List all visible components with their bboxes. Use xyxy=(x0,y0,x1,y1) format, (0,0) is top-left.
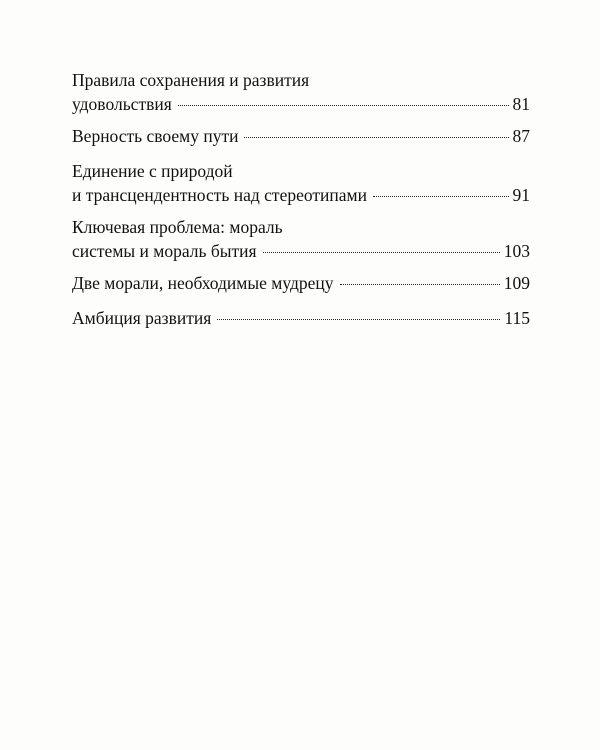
toc-entry xyxy=(72,159,530,207)
toc-entry-row xyxy=(72,92,530,116)
toc-entry-title-line: Верность своему пути xyxy=(72,126,239,146)
toc-entry-title-line: Единение с природой xyxy=(72,161,233,181)
toc-entry-row xyxy=(72,306,530,330)
toc-entry-row xyxy=(72,239,530,263)
toc-entry-row xyxy=(72,124,530,148)
toc-entry xyxy=(72,68,530,116)
toc-entry-title-line: Амбиция развития xyxy=(72,308,212,328)
toc-entry-title-line: удовольствия xyxy=(72,94,172,114)
page-number: 109 xyxy=(503,273,530,293)
dot-leader xyxy=(178,105,509,106)
dot-leader xyxy=(217,319,500,320)
page-number: 91 xyxy=(512,185,530,205)
table-of-contents xyxy=(72,68,530,341)
dot-leader xyxy=(340,284,500,285)
dot-leader xyxy=(373,196,509,197)
page-number: 87 xyxy=(512,126,530,146)
page-number: 81 xyxy=(512,94,530,114)
dot-leader xyxy=(263,252,500,253)
page-number: 115 xyxy=(504,308,530,328)
toc-entry xyxy=(72,271,530,295)
toc-entry-title-line: и трансцендентность над стереотипами xyxy=(72,185,367,205)
toc-entry xyxy=(72,215,530,263)
dot-leader xyxy=(244,137,508,138)
toc-entry-title-line: Две морали, необходимые мудрецу xyxy=(72,273,334,293)
toc-entry-row xyxy=(72,271,530,295)
toc-entry-row xyxy=(72,183,530,207)
toc-entry xyxy=(72,306,530,330)
page-number: 103 xyxy=(503,241,530,261)
toc-entry-title-line: Ключевая проблема: мораль xyxy=(72,217,283,237)
toc-entry xyxy=(72,124,530,148)
toc-entry-title-line: Правила сохранения и развития xyxy=(72,70,310,90)
toc-entry-title-line: системы и мораль бытия xyxy=(72,241,257,261)
